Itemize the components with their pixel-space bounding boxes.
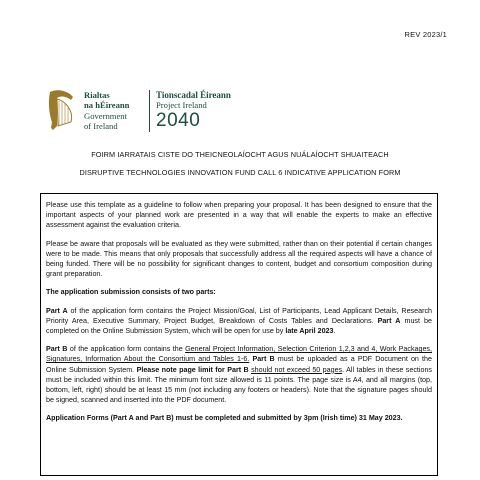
part-b-lead: Part B (46, 345, 68, 354)
part-a-bold-1: Part A (377, 316, 401, 325)
harp-icon (46, 88, 76, 132)
paragraph-guideline: Please use this template as a guideline to follow when preparing your proposal. It has been designed to ensure that the important aspects of your planned work are presented in a way that will enable the experts to make an effective assessment against the evaluation criteria. (46, 201, 432, 230)
part-a-text-3: . (333, 327, 336, 336)
part-b-text-1: of the application form contains the (67, 345, 186, 354)
gov-line-1: Rialtas (84, 90, 110, 100)
parts-heading: The application submission consists of two parts: (46, 288, 216, 297)
paragraph-deadline (46, 413, 432, 423)
part-a-lead: Part A (46, 306, 68, 315)
part-a-deadline: late April 2023 (285, 327, 334, 336)
pi-year: 2040 (156, 110, 201, 131)
paragraph-part-a (46, 306, 432, 337)
revision-label: REV 2023/1 (404, 30, 447, 39)
gov-line-2: na hÉireann (84, 100, 130, 111)
part-b-text-3: must be uploaded as a PDF Document on the Online Submission System. (46, 355, 432, 374)
logo-divider (149, 90, 150, 132)
government-logo (46, 86, 266, 136)
submission-deadline: Application Forms (Part A and Part B) must be completed and submitted by 3pm (Irish time) 31 May 2023. (46, 414, 403, 423)
pi-line-2: Project Ireland (156, 100, 207, 110)
part-b-bold-1: Part B (252, 355, 275, 364)
part-a-text-1: of the application form contains the Project Mission/Goal, List of Participants, Lead Applicant Details, Research Priority Area, Executive Summary, Project Budget, Breakdown of Costs Tables and Declarations. (46, 306, 432, 325)
part-b-underlined-1: General Project Information, Selection Criterion 1,2,3 and 4, Work Packages, Signatures, Information About the Consortium and Tables 1-6. (46, 345, 432, 364)
project-ireland-logo (156, 90, 231, 131)
part-b-text-5: . All tables in these sections must be included within this limit. The minimum font size allowed is 11 points. The page size is A4, and all margins (top, bottom, left, right) should be at least 15 mm (not including any footers or headers). Note that the signature pages should be signed, scanned and inserted into the PDF document. (46, 365, 432, 405)
instructions-box (40, 193, 438, 476)
paragraph-parts-heading (46, 287, 432, 297)
part-b-page-limit: Please note page limit for Part B (136, 365, 249, 374)
paragraph-evaluation: Please be aware that proposals will be evaluated as they were submitted, rather than on their potential if certain changes were to be made. This means that only proposals that successfully address all the required aspects will have a chance of being funded. There will be no possibility for significant changes to content, budget and consortium composition during grant preparation. (46, 239, 432, 279)
gov-line-3: Government (84, 110, 127, 121)
gov-line-4: of Ireland (84, 121, 118, 132)
part-a-text-2: must be completed on the Online Submission System, which will be open for use by (46, 316, 432, 336)
government-text (84, 90, 129, 132)
irish-title: FOIRM IARRATAIS CISTE DO THEICNEOLAÍOCHT AGUS NUÁLAÍOCHT SHUAITEACH (91, 150, 389, 159)
english-title: DISRUPTIVE TECHNOLOGIES INNOVATION FUND CALL 6 INDICATIVE APPLICATION FORM (79, 168, 401, 177)
part-b-underlined-2: should not exceed 50 pages (251, 365, 343, 374)
pi-line-1: Tionscadal Éireann (156, 90, 231, 100)
paragraph-part-b (46, 344, 432, 405)
